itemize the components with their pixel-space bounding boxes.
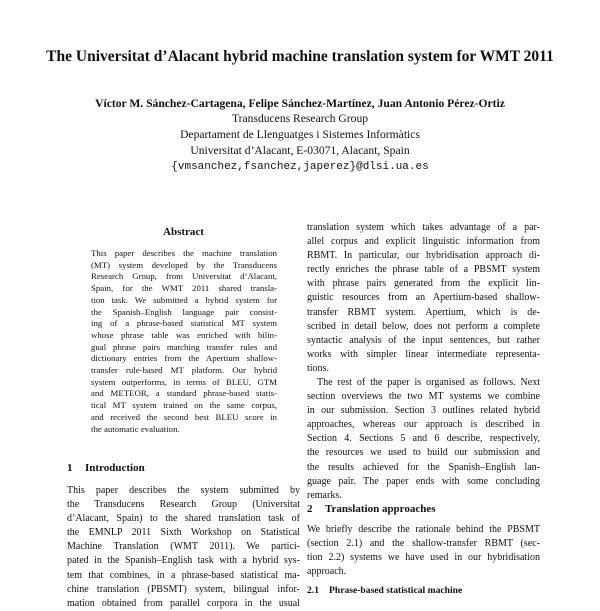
abstract-line: Spain, for the WMT 2011 shared transla- [91,283,277,294]
abstract-line: whose phrase table was enriched with bilin- [91,329,277,340]
text-line: syntactic analysis of the input sentences, but rather [307,334,540,346]
abstract-line: Research Group, from Universitat d’Alacant, [91,271,277,282]
text-line: pated in the Spanish–English task with a hybrid sys- [67,555,300,567]
text-line: the results achieved for the Spanish–English lan- [307,461,540,473]
text-line: works with simpler linear intermediate representa- [307,348,540,360]
text-line: tion 2.2) systems we have used in our hybridisation [307,552,540,564]
text-line: guistic resources from an Apertium-based shallow- [307,292,540,304]
introduction-paragraph [67,484,300,611]
abstract-line: transfer rule-based MT platform. Our hybrid [91,365,277,376]
affiliation-department: Departament de Llenguatges i Sistemes Informàtics [180,128,420,141]
right-column-paragraph-2 [307,376,540,503]
text-line: remarks. [307,489,342,501]
text-line: allel corpus and explicit linguistic information from [307,236,540,248]
abstract-line: the Spanish–English language pair consist- [91,306,277,317]
text-line: approaches, whereas our approach is described in [307,419,540,431]
abstract-line: and METEOR, a standard phrase-based statis- [91,388,277,399]
abstract-line: and received the second best BLEU score in [91,411,277,422]
abstract-line: dictionary entries from the Apertium shallow- [91,353,277,364]
section-title: Introduction [85,462,145,474]
author-list: Víctor M. Sánchez-Cartagena, Felipe Sánchez-Martínez, Juan Antonio Pérez-Ortiz [95,97,505,110]
text-line: guage pair. The paper ends with some concluding [307,475,540,487]
subsection-heading-2-1 [307,585,462,597]
affiliation-university: Universitat d’Alacant, E-03071, Alacant, Spain [190,144,410,157]
subsection-number: 2.1 [307,585,319,596]
text-line: rectly enriches the phrase table of a PBSMT system [307,264,540,276]
abstract-line: ing of a phrase-based statistical MT system [91,318,277,329]
paper-title: The Universitat d’Alacant hybrid machine translation system for WMT 2011 [46,48,554,65]
text-line: d’Alacant, Spain) to the shared translation task of [67,513,300,525]
text-line: approach. [307,566,347,578]
text-line: We briefly describe the rationale behind the PBSMT [307,524,540,535]
section-heading-translation-approaches [307,502,436,516]
abstract-line: This paper describes the machine translation [91,248,277,258]
text-line: This paper describes the system submitted by [67,485,300,496]
abstract-line: the automatic evaluation. [91,423,180,434]
section-number: 1 [67,462,73,474]
text-line: (section 2.1) and the shallow-transfer RBMT (sec- [307,538,540,550]
text-line: tions. [307,362,329,374]
text-line: chine translation (PBSMT) system, bilingual infor- [67,583,300,595]
abstract-line: tion task. We submitted a hybrid system for [91,294,277,305]
text-line: the resources we used to build our submission and [307,447,540,459]
text-line: the EMNLP 2011 Sixth Workshop on Statistical [67,527,300,539]
abstract-line: system outperforms, in terms of BLEU, GTM [91,376,277,387]
text-line: The rest of the paper is organised as follows. Next [317,377,540,388]
abstract-line: (MT) system developed by the Transducens [91,259,277,270]
text-line: RBMT. In particular, our hybridisation approach di- [307,250,540,262]
text-line: translation system which takes advantage of a par- [307,222,540,233]
affiliation-group: Transducens Research Group [231,112,369,125]
section-title: Translation approaches [325,503,436,515]
abstract-body [91,248,277,435]
section-2-paragraph [307,523,540,579]
text-line: tem that combines, in a phrase-based statistical ma- [67,569,300,581]
text-line: Section 4. Sections 5 and 6 describe, respectively, [307,433,540,445]
text-line: Machine Translation (WMT 2011). We partici- [67,541,300,553]
text-line: scribed in detail below, does not perform a complete [307,320,540,332]
text-line: transfer RBMT system. Apertium, which is de- [307,306,540,318]
abstract-heading: Abstract [163,226,204,238]
section-number: 2 [307,503,313,515]
section-heading-introduction [67,461,145,475]
text-line: mation obtained from parallel corpora in the usual [67,597,300,609]
text-line: section overviews the two MT systems we combine [307,391,540,403]
abstract-line: tical MT system trained on the same corpus, [91,400,277,411]
right-column-paragraph-1 [307,221,540,376]
text-line: the Transducens Research Group (Universitat [67,499,300,511]
subsection-title: Phrase-based statistical machine [329,585,463,596]
text-line: with phrase pairs generated from the explicit lin- [307,278,540,290]
author-emails: {vmsanchez,fsanchez,japerez}@dlsi.ua.es [171,161,429,173]
text-line: in our submission. Section 3 outlines related hybrid [307,405,540,417]
abstract-line: gual phrase pairs matching transfer rules and [91,341,277,352]
